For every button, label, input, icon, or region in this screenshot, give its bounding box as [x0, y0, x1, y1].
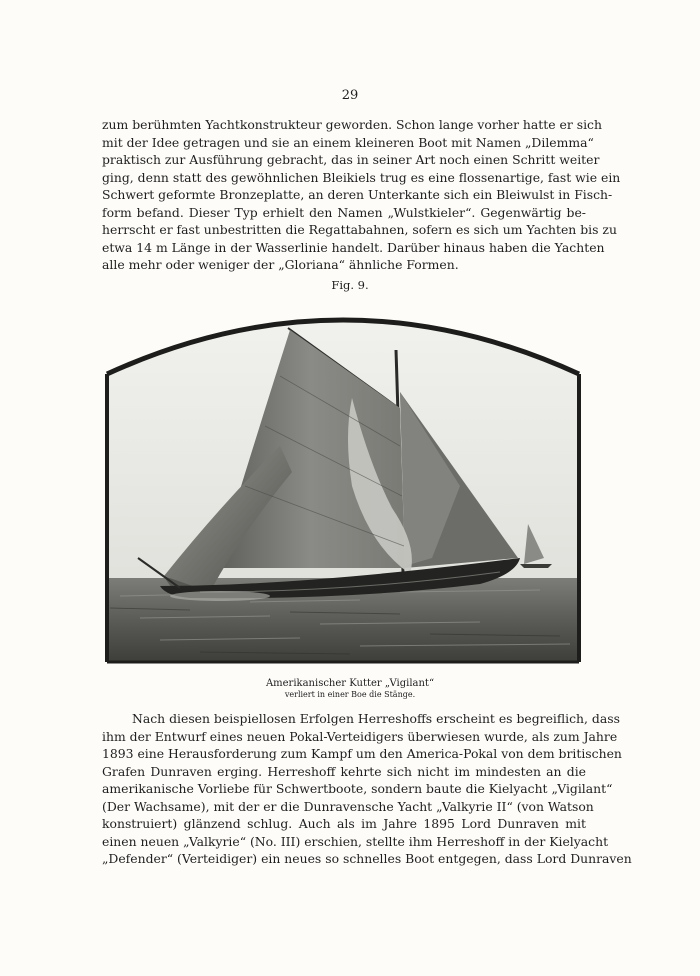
text-line: praktisch zur Ausführung gebracht, das in seiner Art noch einen Schritt weiter: [102, 152, 600, 167]
figure-caption-title: Amerikanischer Kutter „Vigilant“: [265, 678, 435, 689]
text-line: mit der Idee getragen und sie an einem kleineren Boot mit Namen „Dilemma“: [102, 134, 594, 150]
text-line: ging, denn statt des gewöhnlichen Bleikiels trug es eine flossenartige, fast wie ein: [102, 169, 621, 185]
text-line: ihm der Entwurf eines neuen Pokal-Verteidigers überwiesen wurde, als zum Jahre: [102, 728, 618, 744]
paragraph-1: [102, 116, 621, 274]
text-line: Schwert geformte Bronzeplatte, an deren Unterkante sich ein Bleiwulst in Fisch-: [102, 187, 613, 202]
figure-caption-subtitle: verliert in einer Boe die Stänge.: [284, 690, 416, 699]
figure-label: Fig. 9.: [331, 278, 369, 292]
text-line: herrscht er fast unbestritten die Regattabahnen, sofern es sich um Yachten bis zu: [102, 222, 617, 237]
paragraph-2: [102, 710, 632, 868]
text-line: etwa 14 m Länge in der Wasserlinie handelt. Darüber hinaus haben die Yachten: [102, 239, 605, 255]
figure-photo: [100, 296, 586, 664]
text-line: form befand. Dieser Typ erhielt den Namen „Wulstkieler“. Gegenwärtig be-: [102, 204, 586, 220]
text-line: (Der Wachsame), mit der er die Dunravensche Yacht „Valkyrie II“ (von Watson: [102, 798, 594, 814]
text-line: einen neuen „Valkyrie“ (No. III) erschien, stellte ihm Herreshoff in der Kielyacht: [102, 833, 609, 849]
text-line: Nach diesen beispiellosen Erfolgen Herreshoffs erscheint es begreiflich, dass: [132, 711, 620, 726]
text-line: amerikanische Vorliebe für Schwertboote, sondern baute die Kielyacht „Vigilant“: [102, 781, 613, 796]
text-line: alle mehr oder weniger der „Gloriana“ ähnliche Formen.: [102, 257, 459, 272]
text-line: Grafen Dunraven erging. Herreshoff kehrte sich nicht im mindesten an die: [102, 763, 586, 779]
text-line: 1893 eine Herausforderung zum Kampf um den America-Pokal von dem britischen: [102, 746, 622, 761]
page-number: 29: [341, 88, 359, 103]
text-line: konstruiert) glänzend schlug. Auch als im Jahre 1895 Lord Dunraven mit: [102, 816, 586, 831]
text-line: „Defender“ (Verteidiger) ein neues so schnelles Boot entgegen, dass Lord Dunraven: [102, 851, 632, 866]
text-line: zum berühmten Yachtkonstrukteur geworden. Schon lange vorher hatte er sich: [102, 117, 602, 132]
